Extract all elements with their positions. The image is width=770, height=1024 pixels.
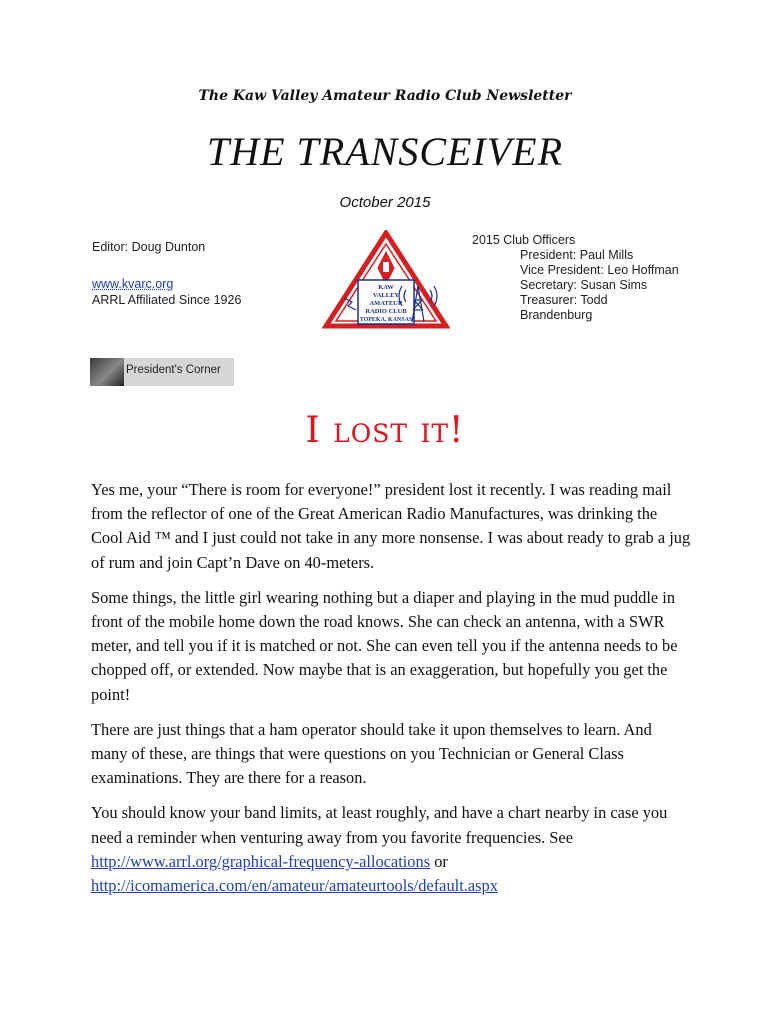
website-link[interactable]: www.kvarc.org	[92, 277, 174, 291]
or-text: or	[434, 851, 448, 871]
arrl-frequency-link[interactable]: http://www.arrl.org/graphical-frequency-allocations	[91, 851, 431, 871]
article-headline: I lost it!	[305, 410, 465, 451]
presidents-corner-banner	[90, 358, 234, 386]
president-photo	[90, 358, 124, 386]
paragraph-1: Yes me, your “There is room for everyone!” president lost it recently. I was reading mail from the reflector of one of the Great American Radio Manufactures, was drinking the Cool Aid ™ and I just could not take in any more nonsense. I was about ready to grab a jug of rum and join Capt’n Dave on 40-meters.	[91, 480, 691, 572]
officer-president: President: Paul Mills	[520, 248, 634, 262]
officers-title: 2015 Club Officers	[472, 233, 576, 247]
club-officers	[472, 233, 679, 323]
logo-line-4: RADIO CLUB	[365, 308, 407, 315]
arrl-affiliation: ARRL Affiliated Since 1926	[92, 293, 242, 307]
newsletter-kicker: The Kaw Valley Amateur Radio Club Newsletter	[198, 88, 572, 104]
article-body	[91, 478, 691, 909]
logo-line-2: VALLEY	[372, 292, 400, 299]
paragraph-4	[91, 801, 691, 898]
officer-treasurer: Treasurer: Todd	[520, 293, 608, 307]
officer-treasurer-cont: Brandenburg	[520, 308, 593, 322]
editor-line: Editor: Doug Dunton	[92, 240, 206, 254]
paragraph-4-text: You should know your band limits, at least roughly, and have a chart nearby in case you need a reminder when venturing away from you favorite frequencies. See	[91, 803, 668, 847]
officer-vice-president: Vice President: Leo Hoffman	[520, 263, 679, 277]
logo-line-5: TOPEKA, KANSAS	[359, 317, 413, 323]
club-logo	[322, 230, 450, 330]
diamond-mark	[383, 262, 389, 272]
paragraph-2: Some things, the little girl wearing nothing but a diaper and playing in the mud puddle in front of the mobile home down the road knows. She can check an antenna, with a SWR meter, and tell you if it is matched or not. She can even tell you if the antenna needs to be chopped off, or extended. Now maybe that is an exaggeration, but hopefully you get the point!	[91, 587, 678, 704]
masthead-title: THE TRANSCEIVER	[206, 129, 564, 174]
logo-line-3: AMATEUR	[369, 300, 403, 307]
officer-secretary: Secretary: Susan Sims	[520, 278, 648, 292]
presidents-corner-label: President's Corner	[126, 364, 221, 376]
paragraph-3: There are just things that a ham operator should take it upon themselves to learn. And many of these, are things that were questions on you Technician or General Class examinations. They are there for a reason.	[91, 719, 652, 788]
issue-date: October 2015	[339, 194, 431, 211]
logo-line-1: KAW	[378, 284, 394, 291]
icom-tools-link[interactable]: http://icomamerica.com/en/amateur/amateurtools/default.aspx	[91, 876, 498, 896]
